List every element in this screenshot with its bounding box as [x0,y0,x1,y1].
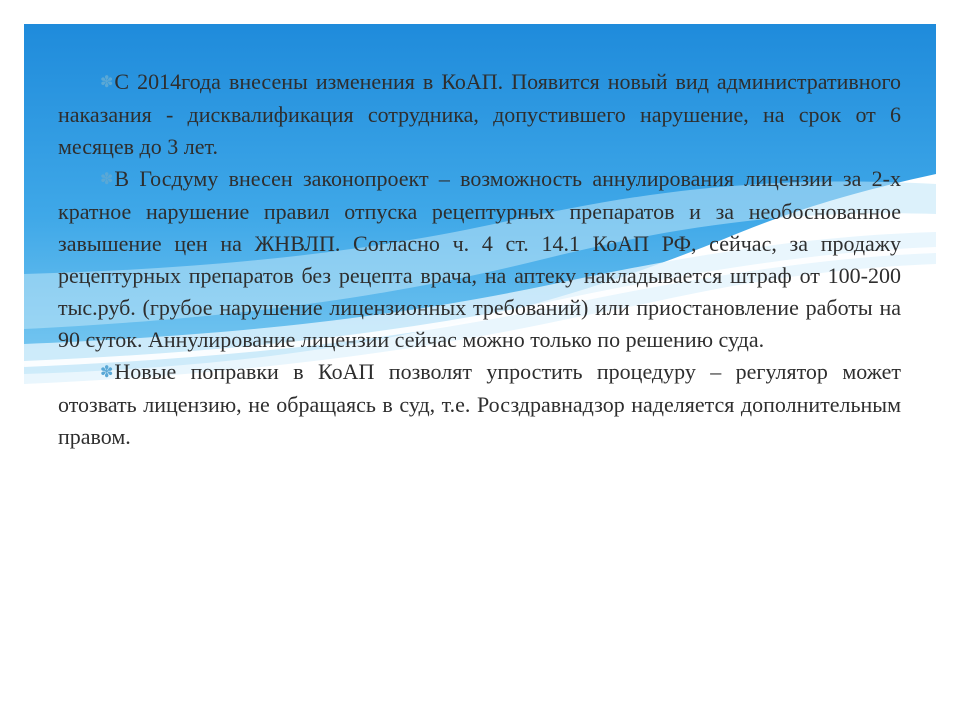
bullet-icon: ✽ [100,74,114,91]
slide-content [58,66,901,453]
paragraph-text: С 2014года внесены изменения в КоАП. Появится новый вид административного наказания - дисквалификация сотрудника, допустившего нарушение, на срок от 6 месяцев до 3 лет. [58,69,901,159]
paragraph-1 [58,66,901,163]
paragraph-text: Новые поправки в КоАП позволят упростить процедуру – регулятор может отозвать лицензию, не обращаясь в суд, т.е. Росздравнадзор наделяется дополнительным правом. [58,359,901,449]
paragraph-3 [58,356,901,453]
slide-frame [24,24,936,696]
bullet-icon: ✽ [100,171,114,188]
bullet-icon: ✽ [100,364,114,381]
paragraph-text: В Госдуму внесен законопроект – возможность аннулирования лицензии за 2-х кратное нарушение правил отпуска рецептурных препаратов и за необоснованное завышение цен на ЖНВЛП. Согласно ч. 4 ст. 14.1 КоАП РФ, сейчас, за продажу рецептурных препаратов без рецепта врача, на аптеку накладывается штраф от 100-200 тыс.руб. (грубое нарушение лицензионных требований) или приостановление работы на 90 суток. Аннулирование лицензии сейчас можно только по решению суда. [58,166,901,352]
paragraph-2 [58,163,901,356]
